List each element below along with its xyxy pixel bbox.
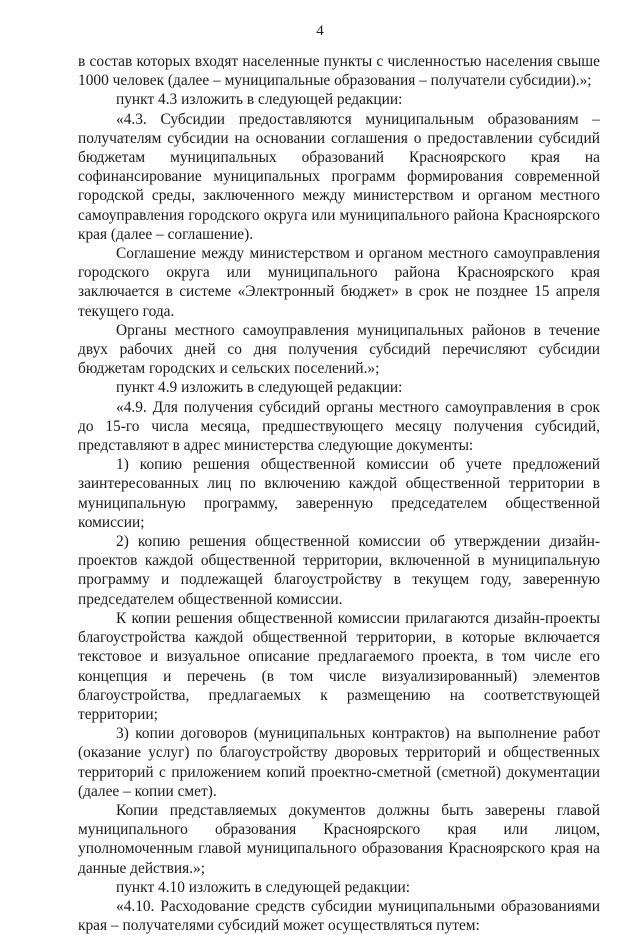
paragraph-certification: Копии представляемых документов должны быть заверены главой муниципального образования Красноярского края или лицом, уполномоченным главой муниципального образования Красноярского края на данные действия.»;	[78, 801, 600, 877]
paragraph-municipal-bodies: Органы местного самоуправления муниципальных районов в течение двух рабочих дней со дня получения субсидий перечисляют субсидии бюджетам городских и сельских поселений.»;	[78, 321, 600, 378]
paragraph-item-2: 2) копию решения общественной комиссии об утверждении дизайн-проектов каждой общественной территории, включенной в муниципальную программу и подлежащей благоустройству в текущем году, заверенную председателем общественной комиссии.	[78, 533, 600, 608]
paragraph-item-3: 3) копии договоров (муниципальных контрактов) на выполнение работ (оказание услуг) по благоустройству дворовых территорий и общественных территорий с приложением копий проектно-сметной (сметной) документации (далее – копии смет).	[78, 725, 600, 800]
page-number: 4	[316, 23, 324, 39]
paragraph-4-9: «4.9. Для получения субсидий органы местного самоуправления в срок до 15-го числа месяца, предшествующего месяцу получения субсидий, представляют в адрес министерства следующие документы:	[78, 398, 600, 455]
paragraph-amendment-4-10-intro: пункт 4.10 изложить в следующей редакции:	[116, 878, 411, 896]
paragraph-amendment-4-9-intro: пункт 4.9 изложить в следующей редакции:	[116, 379, 403, 397]
paragraph-agreement: Соглашение между министерством и органом местного самоуправления городского округа или муниципального района Красноярского края заключается в системе «Электронный бюджет» в срок не позднее 15 апреля текущего года.	[78, 245, 600, 320]
document-body	[78, 52, 600, 935]
paragraph-4-10: «4.10. Расходование средств субсидии муниципальными образованиями края – получателями субсидий может осуществляться путем:	[78, 897, 600, 935]
paragraph-item-1: 1) копию решения общественной комиссии об учете предложений заинтересованных лиц по включению каждой общественной территории в муниципальную программу, заверенную председателем общественной комиссии;	[78, 456, 600, 531]
paragraph-continuation: в состав которых входят населенные пункты с численностью населения свыше 1000 человек (далее – муниципальные образования – получатели субсидии).»;	[78, 53, 600, 90]
paragraph-4-3: «4.3. Субсидии предоставляются муниципальным образованиям – получателям субсидии на основании соглашения о предоставлении субсидий бюджетам муниципальных образований Красноярского края на софинансирование муниципальных программ формирования современной городской среды, заключенного между министерством и органом местного самоуправления городского округа или муниципального района Красноярского края (далее – соглашение).	[78, 110, 600, 243]
paragraph-amendment-4-3-intro: пункт 4.3 изложить в следующей редакции:	[116, 91, 403, 109]
paragraph-design-projects: К копии решения общественной комиссии прилагаются дизайн-проекты благоустройства каждой общественной территории, в которые включается текстовое и визуальное описание предлагаемого проекта, в том числе его концепция и перечень (в том числе визуализированный) элементов благоустройства, предлагаемых к размещению на соответствующей территории;	[78, 609, 600, 723]
